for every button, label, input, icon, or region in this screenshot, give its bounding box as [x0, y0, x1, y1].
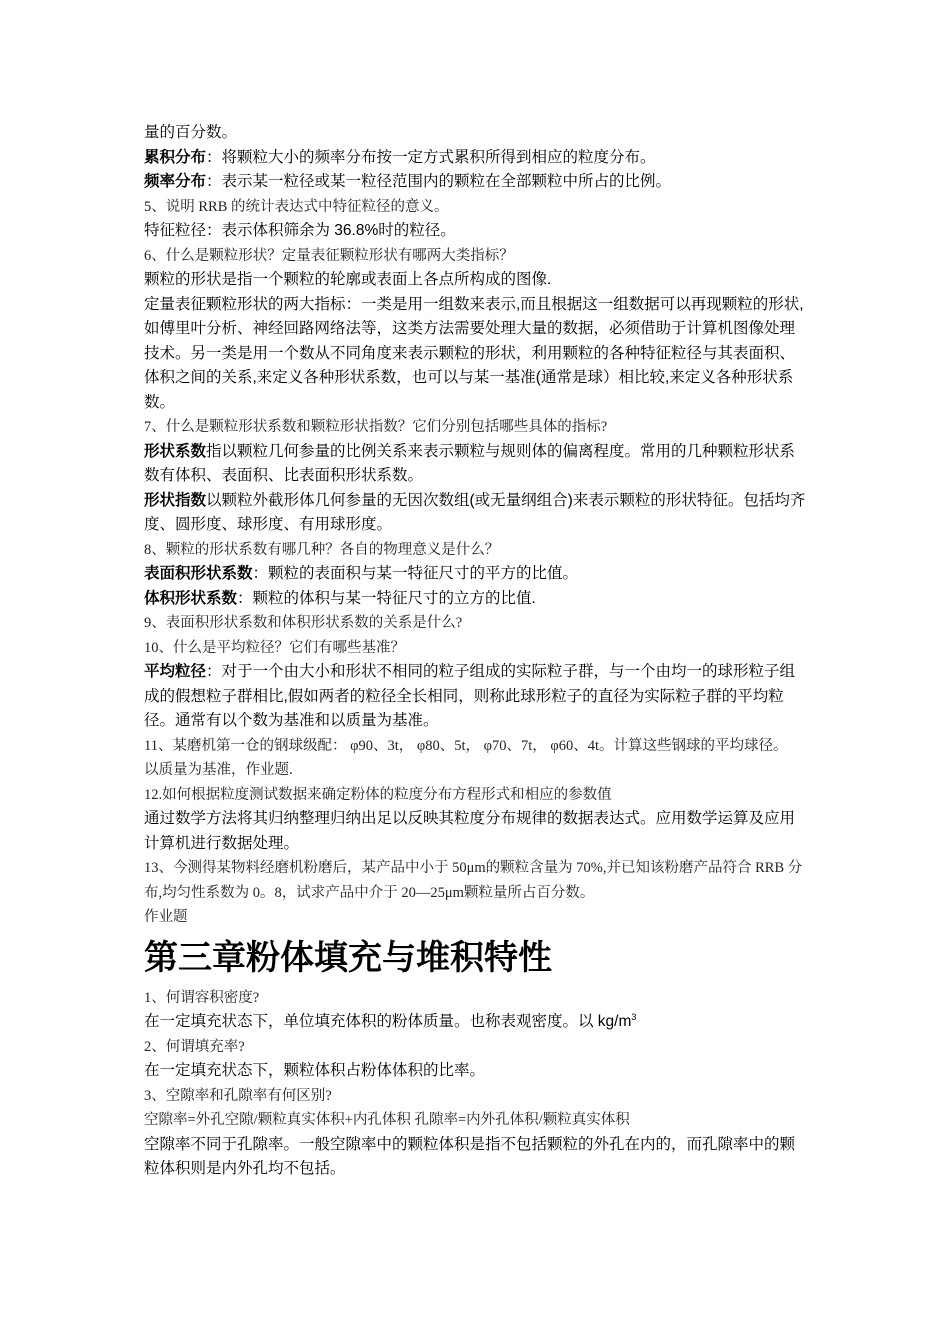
chapter3-answer-2: 在一定填充状态下，颗粒体积占粉体体积的比率。: [144, 1062, 486, 1079]
definition-text: 指以颗粒几何参量的比例关系来表示颗粒与规则体的偏离程度。常用的几种颗粒形状系数有体积、表面积、比表面积形状系数。: [144, 442, 796, 484]
term: 体积形状系数: [144, 589, 238, 607]
chapter-title: 第三章粉体填充与堆积特性: [144, 937, 552, 978]
question-11: 11、某磨机第一仓的钢球级配： φ90、3t， φ80、5t， φ70、7t， φ60、4t。计算这些钢球的平均球径。: [144, 737, 788, 754]
term: 累积分布: [144, 148, 207, 166]
definition-text: ：颗粒的体积与某一特征尺寸的立方的比值.: [237, 589, 536, 607]
definition-text: 以颗粒外截形体几何参量的无因次数组(或无量纲组合)来表示颗粒的形状特征。包括均齐度、圆形度、球形度、有用球形度。: [144, 491, 806, 533]
term: 表面积形状系数: [144, 565, 253, 582]
question-9: 9、表面积形状系数和体积形状系数的关系是什么?: [144, 615, 463, 631]
question-10: 10、什么是平均粒径？它们有哪些基准？: [144, 639, 405, 656]
definition-text: ：将颗粒大小的频率分布按一定方式累积所得到相应的粒度分布。: [206, 148, 656, 166]
answer-11: 以质量为基准，作业题.: [144, 762, 293, 778]
chapter3-question-3: 3、空隙率和孔隙率有何区别?: [144, 1087, 332, 1104]
answer-10: [144, 660, 810, 734]
definition-text: ：表示某一粒径或某一粒径范围内的颗粒在全部颗粒中所占的比例。: [206, 173, 672, 190]
question-13-note: 作业题: [144, 909, 188, 925]
chapter3-question-2: 2、何谓填充率?: [144, 1038, 245, 1055]
answer-8-volume-factor: [144, 587, 810, 612]
chapter3-answer-3-formulas: 空隙率=外孔空隙/颗粒真实体积+内孔体积 孔隙率=内外孔体积/颗粒真实体积: [144, 1112, 630, 1128]
definition-frequency-distribution: [144, 170, 810, 195]
term: 平均粒径: [144, 663, 207, 680]
answer-5: 特征粒径：表示体积筛余为 36.8%时的粒径。: [144, 222, 456, 239]
term: 频率分布: [144, 173, 207, 190]
question-7: 7、什么是颗粒形状系数和颗粒形状指数？它们分别包括哪些具体的指标?: [144, 419, 608, 435]
answer-7-shape-index: [144, 489, 810, 538]
question-6: 6、什么是颗粒形状？定量表征颗粒形状有哪两大类指标？: [144, 247, 514, 264]
term: 形状指数: [144, 491, 207, 509]
chapter3-question-1: 1、何谓容积密度?: [144, 989, 260, 1006]
chapter3-answer-1: [144, 1010, 810, 1035]
answer-6-part2: 定量表征颗粒形状的两大指标：一类是用一组数来表示,而且根据这一组数据可以再现颗粒的形状,如傅里叶分析、神经回路网络法等，这类方法需要处理大量的数据，必须借助于计算机图像处理技术。另一类是用一个数从不同角度来表示颗粒的形状，利用颗粒的各种特征粒径与其表面积、体积之间的关系,来定义各种形状系数，也可以与某一基准(通常是球）相比较,来定义各种形状系数。: [144, 295, 804, 411]
question-5: 5、说明 RRB 的统计表达式中特征粒径的意义。: [144, 198, 449, 215]
answer-7-shape-factor: [144, 440, 810, 489]
term: 形状系数: [144, 442, 207, 460]
paragraph: 量的百分数。: [144, 124, 238, 141]
answer-text: 在一定填充状态下，单位填充体积的粉体质量。也称表观密度。以 kg/m: [144, 1013, 632, 1030]
definition-text: ：颗粒的表面积与某一特征尺寸的平方的比值。: [252, 565, 579, 582]
question-12: 12.如何根据粒度测试数据来确定粉体的粒度分布方程形式和相应的参数值: [144, 786, 612, 803]
definition-text: ：对于一个由大小和形状不相同的粒子组成的实际粒子群，与一个由均一的球形粒子组成的假想粒子群相比,假如两者的粒径全长相同，则称此球形粒子的直径为实际粒子群的平均粒径。通常有以个数为基准和以质量为基准。: [144, 663, 796, 729]
answer-12: 通过数学方法将其归纳整理归纳出足以反映其粒度分布规律的数据表达式。应用数学运算及应用计算机进行数据处理。: [144, 810, 796, 852]
answer-6-part1: 颗粒的形状是指一个颗粒的轮廓或表面上各点所构成的图像.: [144, 271, 552, 288]
question-8: 8、颗粒的形状系数有哪几种？各自的物理意义是什么？: [144, 541, 500, 558]
definition-cumulative-distribution: [144, 146, 810, 171]
question-13: 13、今测得某物料经磨机粉磨后，某产品中小于 50μm的颗粒含量为 70%,并已知该粉磨产品符合 RRB 分布,均匀性系数为 0。8，试求产品中介于 20—25μm颗粒量所占百分数。: [144, 860, 803, 901]
chapter3-answer-3-explanation: 空隙率不同于孔隙率。一般空隙率中的颗粒体积是指不包括颗粒的外孔在内的，而孔隙率中的颗粒体积则是内外孔均不包括。: [144, 1135, 796, 1177]
superscript: 3: [631, 1011, 637, 1022]
answer-8-surface-factor: [144, 562, 810, 587]
document-page: [144, 121, 810, 1182]
